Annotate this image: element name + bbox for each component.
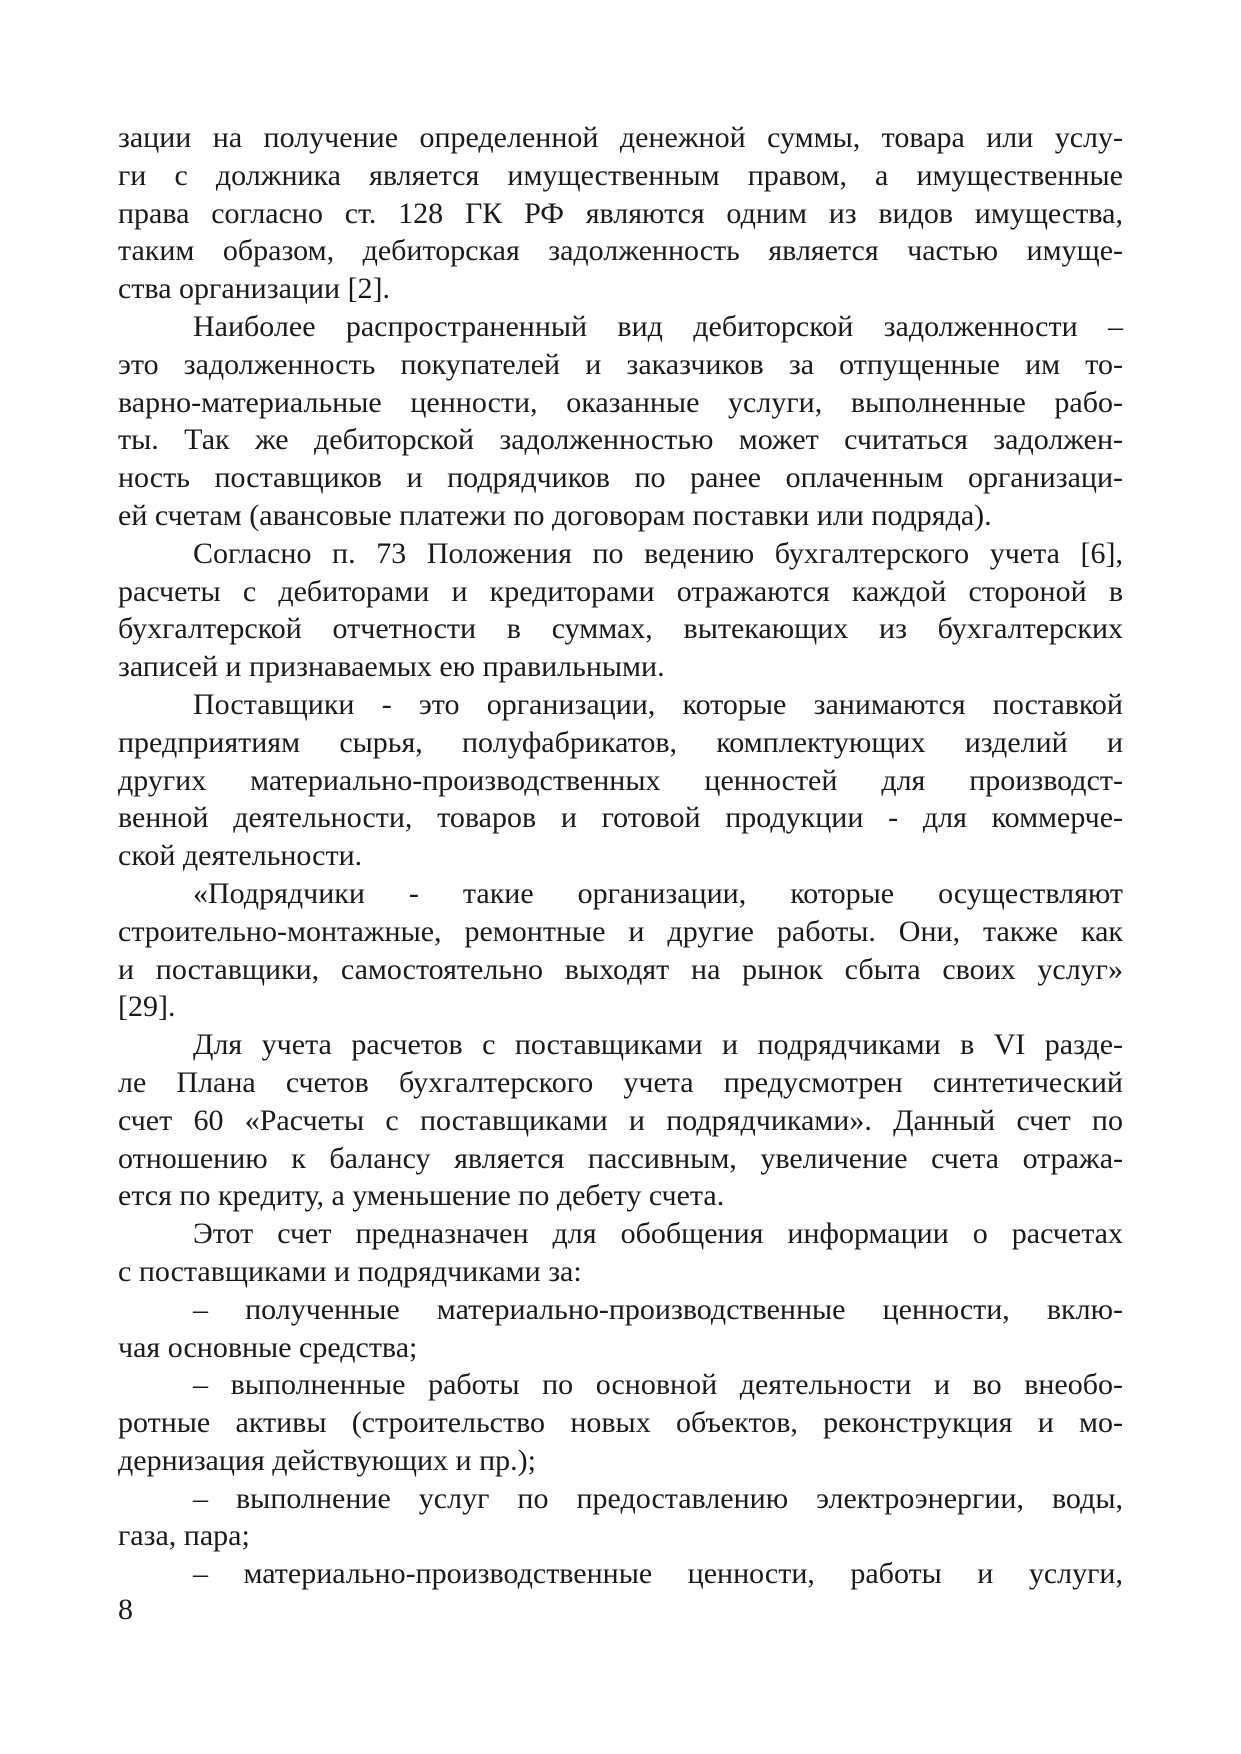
- text-line: – выполнение услуг по предоставлению электроэнергии, воды,: [193, 1481, 1123, 1515]
- text-line: зации на получение определенной денежной суммы, товара или услу-: [118, 121, 1123, 154]
- paragraph: [118, 1480, 1123, 1556]
- text-line: – материально-производственные ценности, работы и услуги,: [193, 1557, 1123, 1591]
- text-line: бухгалтерской отчетности в суммах, вытекающих из бухгалтерских: [118, 612, 1123, 646]
- text-line: ность поставщиков и подрядчиков по ранее оплаченным организаци-: [118, 461, 1123, 495]
- text-line: ской деятельности.: [118, 839, 363, 873]
- text-line: с поставщиками и подрядчиками за:: [118, 1254, 582, 1288]
- paragraph: [118, 308, 1123, 535]
- text-line: расчеты с дебиторами и кредиторами отражаются каждой стороной в: [118, 574, 1123, 608]
- paragraph: [118, 686, 1123, 875]
- text-line: венной деятельности, товаров и готовой продукции - для коммерче-: [118, 801, 1123, 835]
- text-line: таким образом, дебиторская задолженность является частью имуще-: [118, 234, 1123, 268]
- text-line: предприятиям сырья, полуфабрикатов, комплектующих изделий и: [118, 725, 1123, 759]
- text-line: – полученные материально-производственные ценности, вклю-: [193, 1292, 1123, 1326]
- text-line: «Подрядчики - такие организации, которые осуществляют: [193, 876, 1123, 910]
- text-line: других материально-производственных ценностей для производст-: [118, 763, 1123, 797]
- paragraph: [118, 1215, 1123, 1291]
- text-line: ей счетам (авансовые платежи по договорам поставки или подряда).: [118, 498, 992, 532]
- text-line: [29].: [118, 990, 176, 1024]
- text-line: газа, пара;: [118, 1519, 250, 1553]
- paragraph: [118, 1291, 1123, 1367]
- text-line: дернизация действующих и пр.);: [118, 1443, 536, 1477]
- page-number: 8: [118, 1593, 133, 1626]
- text-line: Поставщики - это организации, которые занимаются поставкой: [193, 687, 1123, 721]
- text-line: Этот счет предназначен для обобщения информации о расчетах: [193, 1217, 1123, 1251]
- text-line: варно-материальные ценности, оказанные услуги, выполненные рабо-: [118, 385, 1123, 419]
- text-line: ется по кредиту, а уменьшение по дебету счета.: [118, 1179, 725, 1213]
- text-line: права согласно ст. 128 ГК РФ являются одним из видов имущества,: [118, 196, 1123, 230]
- paragraph: [118, 535, 1123, 686]
- text-line: записей и признаваемых ею правильными.: [118, 650, 665, 684]
- text-line: ства организации [2].: [118, 272, 391, 306]
- text-line: ги с должника является имущественным правом, а имущественные: [118, 158, 1123, 192]
- paragraph: [118, 875, 1123, 1026]
- text-line: – выполненные работы по основной деятельности и во внеобо-: [193, 1368, 1123, 1402]
- page-body: [118, 119, 1123, 1593]
- text-line: Наиболее распространенный вид дебиторской задолженности –: [193, 309, 1123, 343]
- text-line: Для учета расчетов с поставщиками и подрядчиками в VI разде-: [193, 1028, 1123, 1062]
- paragraph: [118, 1555, 1123, 1593]
- text-line: отношению к балансу является пассивным, увеличение счета отража-: [118, 1141, 1123, 1175]
- text-line: счет 60 «Расчеты с поставщиками и подрядчиками». Данный счет по: [118, 1103, 1123, 1137]
- text-line: строительно-монтажные, ремонтные и другие работы. Они, также как: [118, 914, 1123, 948]
- paragraph: [118, 119, 1123, 308]
- paragraph: [118, 1366, 1123, 1479]
- text-line: Согласно п. 73 Положения по ведению бухгалтерского учета [6],: [193, 536, 1123, 570]
- text-line: ле Плана счетов бухгалтерского учета предусмотрен синтетический: [118, 1065, 1123, 1099]
- text-line: и поставщики, самостоятельно выходят на рынок сбыта своих услуг»: [118, 952, 1123, 986]
- text-line: это задолженность покупателей и заказчиков за отпущенные им то-: [118, 347, 1123, 381]
- text-line: чая основные средства;: [118, 1330, 418, 1364]
- text-line: ротные активы (строительство новых объектов, реконструкция и мо-: [118, 1406, 1123, 1440]
- text-line: ты. Так же дебиторской задолженностью может считаться задолжен-: [118, 423, 1123, 457]
- paragraph: [118, 1026, 1123, 1215]
